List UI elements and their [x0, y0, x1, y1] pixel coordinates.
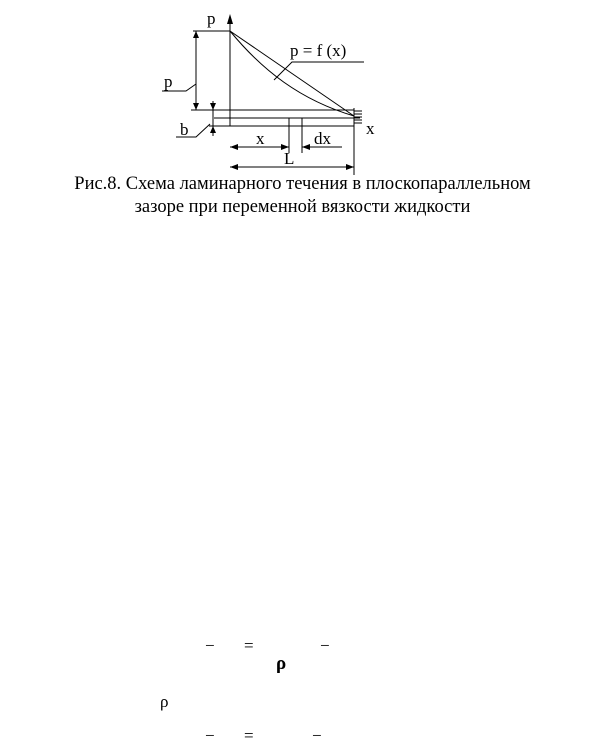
p-dim-arrow-up: [193, 31, 199, 38]
p-dim-arrow-down: [193, 103, 199, 110]
figure-caption-line1: Рис.8. Схема ламинарного течения в плоскопараллельном: [74, 174, 531, 194]
L-dimension-label: L: [284, 149, 295, 168]
b-label: b: [180, 120, 189, 139]
b-arrow-down: [210, 103, 216, 110]
eq1-minus-left: −: [205, 636, 215, 655]
pfunc-label: p = f (x): [290, 41, 347, 60]
eq2-minus-left: −: [205, 726, 215, 745]
eq1-minus-right: −: [320, 636, 330, 655]
x-dimension-label: x: [256, 129, 265, 148]
rho-symbol: ρ: [160, 692, 169, 711]
eq1-rho: ρ: [276, 653, 287, 674]
x-axis-label: x: [366, 119, 375, 138]
p-left-label: p: [164, 72, 173, 91]
x-dim-arrow-left: [230, 144, 238, 150]
dx-dimension-label: dx: [314, 129, 331, 148]
p-axis-arrowhead: [227, 14, 233, 24]
eq2-equals: =: [244, 726, 254, 745]
p-axis-label: p: [207, 9, 216, 28]
laminar-flow-diagram: [0, 0, 605, 175]
figure-caption-line2: зазоре при переменной вязкости жидкости: [134, 197, 471, 217]
wall-hatch: [354, 111, 362, 123]
b-arrow-up: [210, 126, 216, 133]
dx-dim-arrow-left: [302, 144, 310, 150]
L-dim-arrow-right: [346, 164, 354, 170]
eq2-minus-right: −: [312, 726, 322, 745]
L-dim-arrow-left: [230, 164, 238, 170]
eq1-equals: =: [244, 636, 254, 655]
